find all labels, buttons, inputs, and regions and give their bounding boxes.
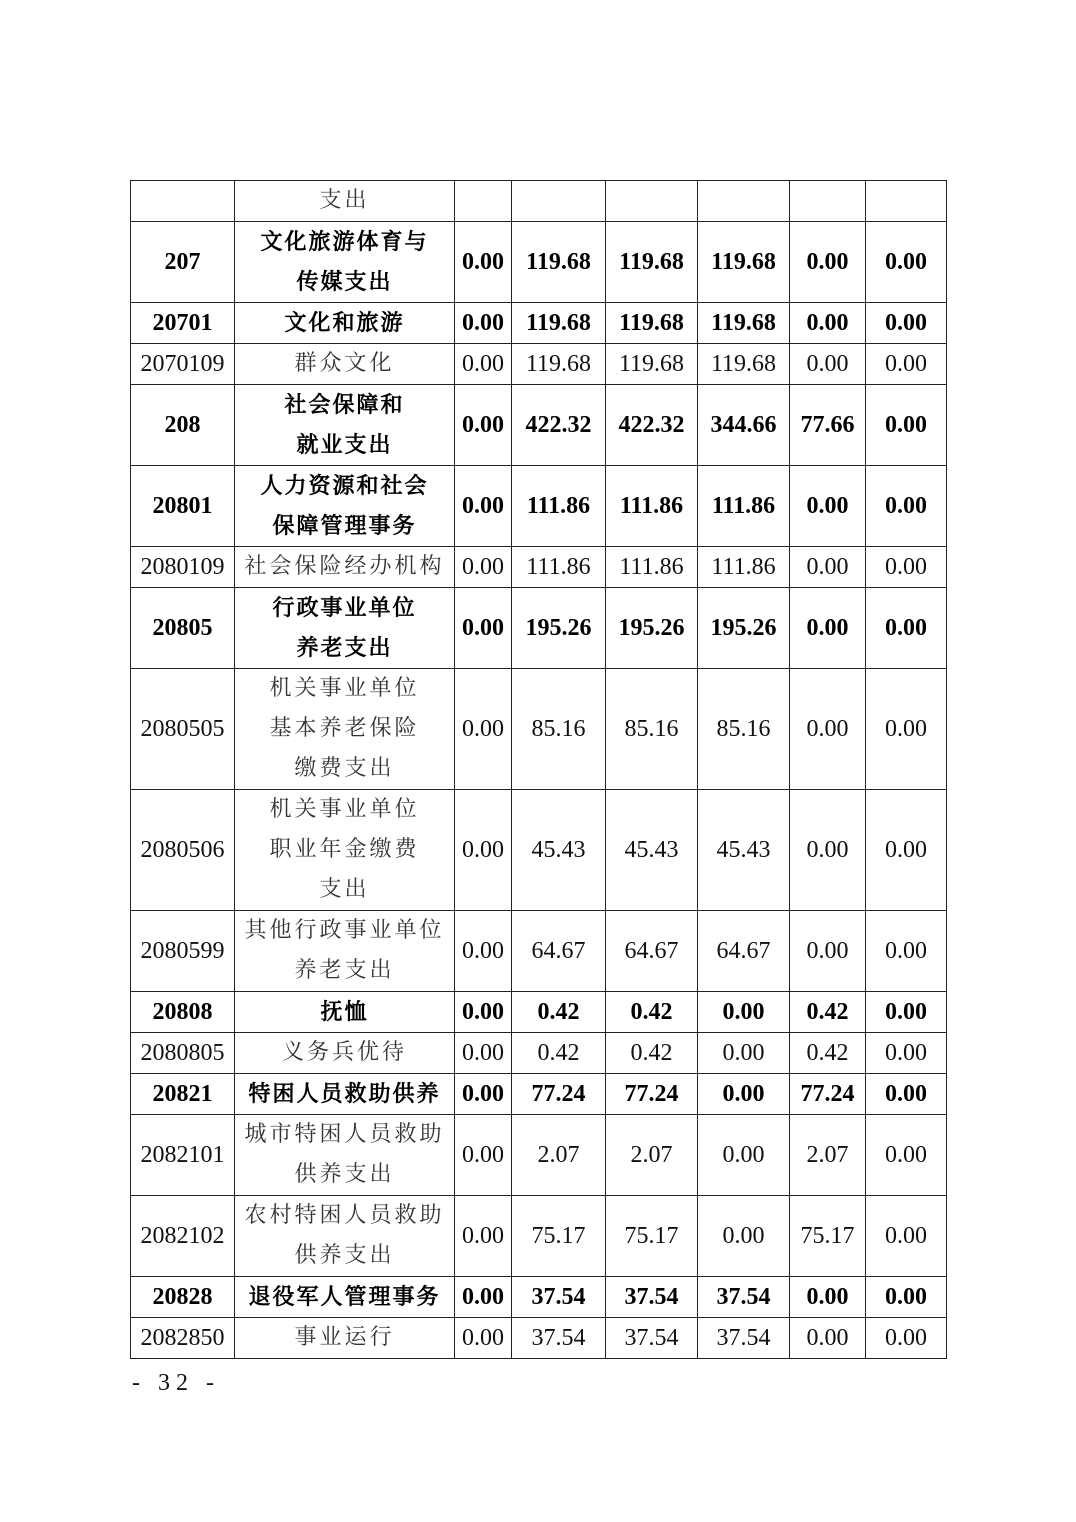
cell-name-line: 文化旅游体育与 [260, 229, 429, 255]
cell-value: 0.00 [455, 588, 512, 669]
cell-value: 0.00 [455, 1033, 512, 1074]
cell-name-line: 职业年金缴费 [269, 837, 420, 862]
cell-value [866, 181, 947, 222]
cell-value: 37.54 [606, 1277, 698, 1318]
cell-code: 20805 [131, 588, 235, 669]
cell-value: 77.24 [790, 1074, 866, 1115]
cell-name-line: 义务兵优待 [281, 1040, 407, 1065]
table-row [131, 1115, 947, 1196]
cell-value: 0.00 [866, 547, 947, 588]
cell-value: 0.00 [866, 992, 947, 1033]
cell-value: 0.42 [606, 1033, 698, 1074]
cell-code [131, 181, 235, 222]
cell-value: 0.00 [790, 303, 866, 344]
cell-value: 0.00 [790, 222, 866, 303]
cell-value: 2.07 [790, 1115, 866, 1196]
cell-value: 2.07 [606, 1115, 698, 1196]
cell-value: 111.86 [698, 466, 790, 547]
cell-value: 0.00 [790, 466, 866, 547]
cell-name [235, 669, 455, 790]
table-row [131, 385, 947, 466]
cell-code: 2070109 [131, 344, 235, 385]
cell-value: 195.26 [698, 588, 790, 669]
cell-name-line: 养老支出 [296, 635, 393, 661]
cell-name [235, 547, 455, 588]
cell-value: 77.24 [512, 1074, 606, 1115]
cell-value [512, 181, 606, 222]
cell-value: 0.42 [606, 992, 698, 1033]
cell-value: 0.00 [790, 790, 866, 911]
cell-value: 0.00 [866, 466, 947, 547]
cell-name [235, 1074, 455, 1115]
cell-code: 20821 [131, 1074, 235, 1115]
cell-value: 0.00 [698, 1074, 790, 1115]
table-row [131, 790, 947, 911]
cell-name-line: 群众文化 [294, 351, 395, 376]
cell-value: 119.68 [698, 344, 790, 385]
table-body [131, 181, 947, 1359]
cell-value: 111.86 [512, 466, 606, 547]
cell-name-line: 保障管理事务 [272, 513, 417, 539]
cell-code: 2082101 [131, 1115, 235, 1196]
cell-value: 0.00 [455, 222, 512, 303]
cell-value [698, 181, 790, 222]
table-row [131, 1277, 947, 1318]
cell-name [235, 222, 455, 303]
cell-name [235, 911, 455, 992]
cell-name-line: 社会保障和 [284, 392, 405, 418]
budget-table [130, 180, 947, 1359]
cell-value: 0.42 [790, 1033, 866, 1074]
cell-value: 37.54 [512, 1277, 606, 1318]
cell-value: 0.00 [455, 1074, 512, 1115]
cell-value: 75.17 [790, 1196, 866, 1277]
cell-value: 0.00 [455, 1318, 512, 1359]
cell-value: 75.17 [512, 1196, 606, 1277]
cell-value: 85.16 [606, 669, 698, 790]
cell-name-line: 基本养老保险 [269, 716, 420, 741]
table-row [131, 303, 947, 344]
cell-value: 111.86 [606, 547, 698, 588]
cell-code: 208 [131, 385, 235, 466]
cell-name-line: 社会保险经办机构 [244, 554, 445, 579]
cell-value: 0.42 [790, 992, 866, 1033]
page-number: - 32 - [132, 1370, 220, 1396]
cell-value: 45.43 [698, 790, 790, 911]
table-row [131, 344, 947, 385]
cell-value: 0.00 [698, 1196, 790, 1277]
cell-name-line: 支出 [319, 877, 370, 902]
cell-value: 119.68 [512, 222, 606, 303]
table-row [131, 669, 947, 790]
cell-value: 0.00 [866, 1196, 947, 1277]
cell-name-line: 机关事业单位 [269, 676, 420, 701]
table-row [131, 992, 947, 1033]
cell-value: 119.68 [606, 344, 698, 385]
cell-name-line: 农村特困人员救助 [244, 1203, 445, 1228]
cell-code: 20701 [131, 303, 235, 344]
cell-name-line: 城市特困人员救助 [244, 1122, 445, 1147]
cell-value: 119.68 [512, 303, 606, 344]
table-row [131, 466, 947, 547]
cell-value: 37.54 [512, 1318, 606, 1359]
cell-value: 0.00 [455, 669, 512, 790]
cell-value: 0.00 [790, 547, 866, 588]
cell-value: 0.00 [866, 669, 947, 790]
cell-value: 422.32 [512, 385, 606, 466]
cell-name [235, 344, 455, 385]
cell-value: 111.86 [512, 547, 606, 588]
cell-name-line: 就业支出 [296, 432, 393, 458]
cell-value: 0.00 [455, 790, 512, 911]
cell-value: 45.43 [512, 790, 606, 911]
cell-name [235, 1115, 455, 1196]
cell-value: 422.32 [606, 385, 698, 466]
table-row [131, 911, 947, 992]
cell-name-line: 特困人员救助供养 [248, 1081, 441, 1107]
cell-value: 0.00 [866, 222, 947, 303]
cell-code: 2080805 [131, 1033, 235, 1074]
cell-name-line: 缴费支出 [294, 756, 395, 781]
cell-value: 0.00 [790, 669, 866, 790]
cell-value: 0.00 [455, 303, 512, 344]
cell-value: 77.66 [790, 385, 866, 466]
cell-value: 195.26 [512, 588, 606, 669]
cell-name-line: 事业运行 [294, 1325, 395, 1350]
cell-value: 64.67 [698, 911, 790, 992]
cell-value: 0.00 [790, 911, 866, 992]
cell-value: 111.86 [606, 466, 698, 547]
cell-name [235, 790, 455, 911]
cell-name [235, 1277, 455, 1318]
cell-value: 0.00 [866, 588, 947, 669]
cell-value: 0.00 [455, 1196, 512, 1277]
cell-code: 2080506 [131, 790, 235, 911]
cell-value: 0.00 [698, 1115, 790, 1196]
cell-value: 0.00 [455, 1277, 512, 1318]
cell-value: 119.68 [698, 303, 790, 344]
cell-value: 195.26 [606, 588, 698, 669]
cell-value [790, 181, 866, 222]
cell-name [235, 588, 455, 669]
cell-name [235, 1196, 455, 1277]
cell-value: 77.24 [606, 1074, 698, 1115]
cell-name [235, 1033, 455, 1074]
cell-code: 2082102 [131, 1196, 235, 1277]
cell-value: 0.00 [790, 1277, 866, 1318]
cell-value: 0.00 [866, 1033, 947, 1074]
cell-name-line: 支出 [319, 188, 370, 213]
cell-code: 2080109 [131, 547, 235, 588]
cell-name-line: 传媒支出 [296, 269, 393, 295]
table-row [131, 1074, 947, 1115]
cell-name-line: 其他行政事业单位 [244, 918, 445, 943]
cell-value [455, 181, 512, 222]
cell-value: 0.00 [790, 1318, 866, 1359]
table-row [131, 1033, 947, 1074]
cell-name [235, 181, 455, 222]
cell-name [235, 303, 455, 344]
cell-value: 0.00 [455, 1115, 512, 1196]
cell-value: 0.00 [866, 911, 947, 992]
table-row [131, 588, 947, 669]
cell-value: 0.00 [790, 344, 866, 385]
cell-name-line: 抚恤 [320, 999, 369, 1025]
cell-name [235, 1318, 455, 1359]
cell-value: 344.66 [698, 385, 790, 466]
cell-code: 20808 [131, 992, 235, 1033]
cell-value: 0.00 [866, 1074, 947, 1115]
cell-value: 119.68 [606, 303, 698, 344]
cell-value: 119.68 [698, 222, 790, 303]
cell-name-line: 机关事业单位 [269, 797, 420, 822]
cell-value [606, 181, 698, 222]
cell-value: 111.86 [698, 547, 790, 588]
cell-value: 0.00 [455, 344, 512, 385]
cell-code: 20828 [131, 1277, 235, 1318]
cell-name-line: 人力资源和社会 [260, 473, 429, 499]
cell-name-line: 行政事业单位 [272, 595, 417, 621]
cell-value: 0.00 [866, 385, 947, 466]
cell-value: 37.54 [606, 1318, 698, 1359]
cell-value: 0.42 [512, 1033, 606, 1074]
cell-value: 64.67 [512, 911, 606, 992]
table-row [131, 1318, 947, 1359]
cell-name-line: 养老支出 [294, 958, 395, 983]
cell-value: 0.00 [698, 1033, 790, 1074]
table-row [131, 222, 947, 303]
cell-name [235, 466, 455, 547]
cell-name [235, 992, 455, 1033]
cell-value: 0.00 [866, 1115, 947, 1196]
cell-value: 0.42 [512, 992, 606, 1033]
cell-value: 0.00 [866, 344, 947, 385]
cell-name-line: 供养支出 [294, 1243, 395, 1268]
cell-value: 0.00 [866, 1318, 947, 1359]
cell-value: 0.00 [455, 385, 512, 466]
cell-value: 37.54 [698, 1318, 790, 1359]
cell-value: 0.00 [866, 303, 947, 344]
cell-value: 0.00 [455, 466, 512, 547]
cell-value: 85.16 [698, 669, 790, 790]
cell-code: 2080599 [131, 911, 235, 992]
cell-value: 0.00 [866, 1277, 947, 1318]
table-row [131, 1196, 947, 1277]
cell-value: 45.43 [606, 790, 698, 911]
cell-value: 119.68 [512, 344, 606, 385]
cell-value: 0.00 [455, 547, 512, 588]
cell-code: 2082850 [131, 1318, 235, 1359]
table-row [131, 547, 947, 588]
cell-value: 0.00 [790, 588, 866, 669]
cell-value: 119.68 [606, 222, 698, 303]
table-row [131, 181, 947, 222]
cell-value: 0.00 [866, 790, 947, 911]
cell-value: 64.67 [606, 911, 698, 992]
cell-value: 37.54 [698, 1277, 790, 1318]
cell-name-line: 文化和旅游 [284, 310, 405, 336]
cell-code: 207 [131, 222, 235, 303]
cell-value: 0.00 [698, 992, 790, 1033]
cell-value: 2.07 [512, 1115, 606, 1196]
cell-code: 20801 [131, 466, 235, 547]
cell-value: 0.00 [455, 911, 512, 992]
cell-value: 75.17 [606, 1196, 698, 1277]
cell-name-line: 供养支出 [294, 1162, 395, 1187]
cell-value: 85.16 [512, 669, 606, 790]
cell-code: 2080505 [131, 669, 235, 790]
cell-name-line: 退役军人管理事务 [248, 1284, 441, 1310]
cell-name [235, 385, 455, 466]
cell-value: 0.00 [455, 992, 512, 1033]
